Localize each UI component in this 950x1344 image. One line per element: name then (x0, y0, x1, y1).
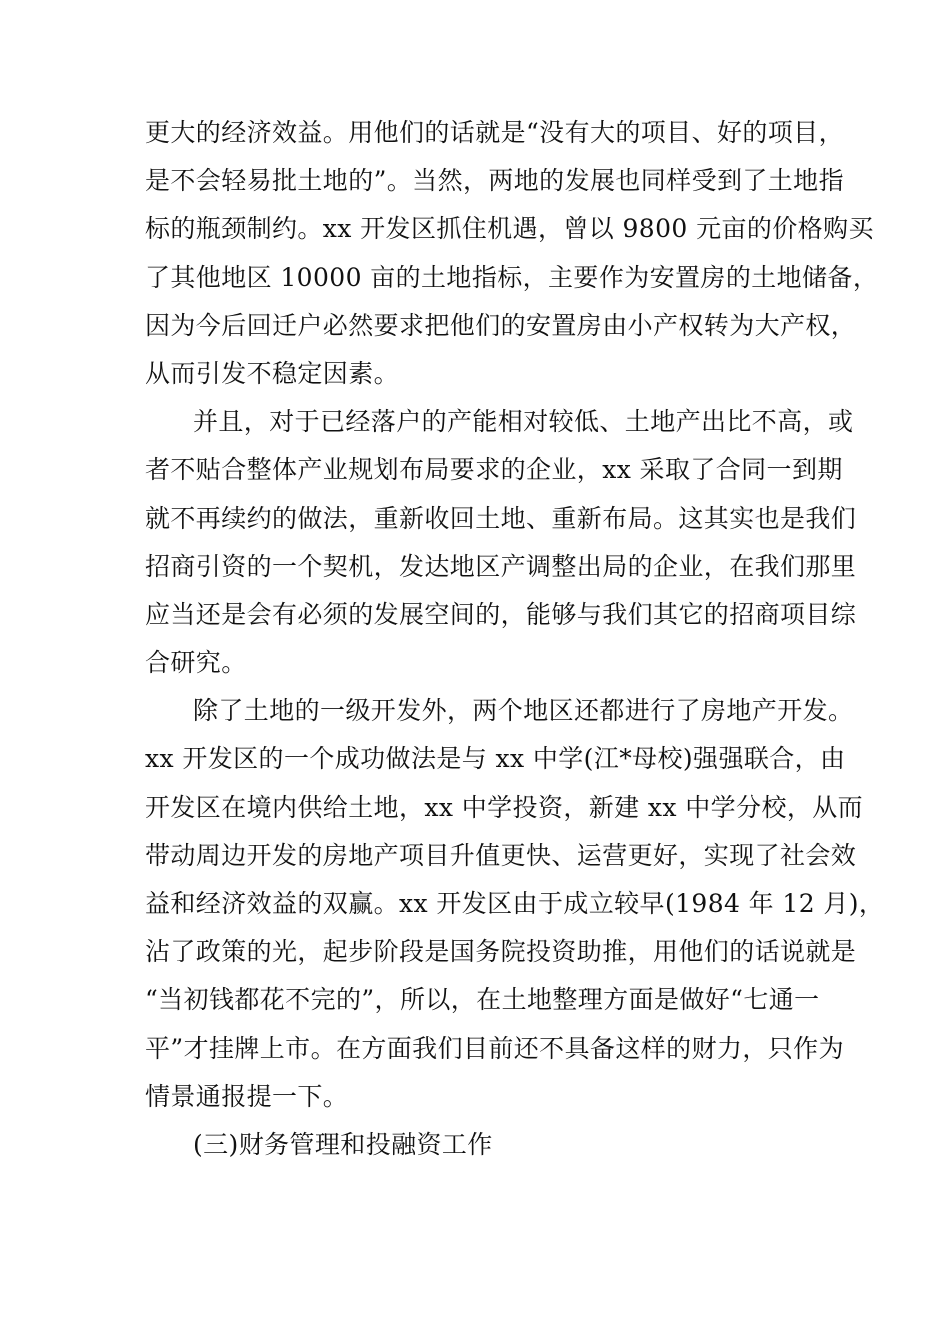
text-line: 带动周边开发的房地产项目升值更快、运营更好，实现了社会效 (145, 840, 857, 870)
text-line: 益和经济效益的双赢。xx 开发区由于成立较早(1984 年 12 月)， (145, 889, 885, 918)
text-line: 除了土地的一级开发外，两个地区还都进行了房地产开发。 (193, 696, 854, 726)
text-line: 就不再续约的做法，重新收回土地、重新布局。这其实也是我们 (145, 503, 857, 533)
text-line: 合研究。 (145, 648, 247, 678)
text-line: 标的瓶颈制约。xx 开发区抓住机遇，曾以 9800 元亩的价格购买 (145, 214, 874, 244)
section-heading: (三)财务管理和投融资工作 (193, 1129, 493, 1159)
text-line: 者不贴合整体产业规划布局要求的企业，xx 采取了合同一到期 (145, 455, 843, 485)
text-line: 更大的经济效益。用他们的话就是“没有大的项目、好的项目， (145, 118, 844, 147)
text-line: 开发区在境内供给土地，xx 中学投资，新建 xx 中学分校，从而 (145, 792, 864, 822)
text-line: 并且，对于已经落户的产能相对较低、土地产出比不高，或 (193, 407, 854, 437)
text-line: 应当还是会有必须的发展空间的，能够与我们其它的招商项目综 (145, 599, 857, 629)
text-line: 因为今后回迁户必然要求把他们的安置房由小产权转为大产权， (145, 310, 857, 340)
paragraph-enterprise-relocation (145, 398, 857, 687)
text-line: 招商引资的一个契机，发达地区产调整出局的企业，在我们那里 (145, 551, 857, 581)
text-line: 了其他地区 10000 亩的土地指标，主要作为安置房的土地储备， (145, 262, 879, 292)
text-line: 情景通报提一下。 (145, 1081, 349, 1111)
text-line: 从而引发不稳定因素。 (145, 358, 400, 388)
paragraph-land-economic-benefit (145, 109, 879, 398)
text-line: 平”才挂牌上市。在方面我们目前还不具备这样的财力，只作为 (145, 1033, 844, 1063)
document-body (145, 109, 885, 1169)
text-line: “当初钱都花不完的”，所以，在土地整理方面是做好“七通一 (145, 985, 820, 1015)
paragraph-real-estate-development (145, 687, 885, 1121)
text-line: xx 开发区的一个成功做法是与 xx 中学(江*母校)强强联合，由 (145, 744, 846, 774)
text-line: 是不会轻易批土地的”。当然，两地的发展也同样受到了土地指 (145, 166, 844, 196)
section-heading-finance (145, 1121, 810, 1169)
text-line: 沾了政策的光，起步阶段是国务院投资助推，用他们的话说就是 (145, 937, 857, 967)
